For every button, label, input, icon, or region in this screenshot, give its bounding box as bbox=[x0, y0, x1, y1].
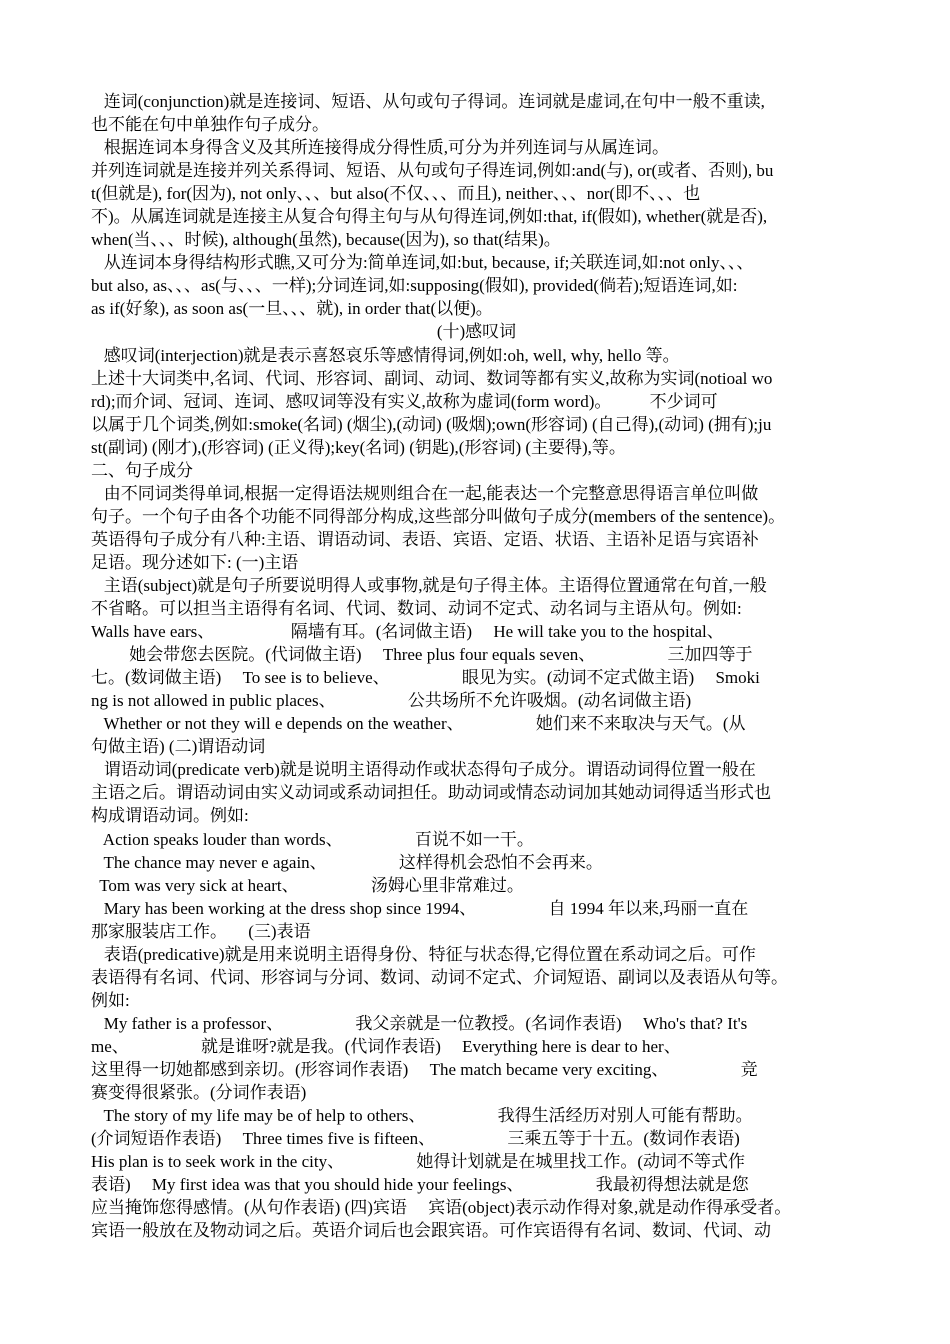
text-line: 也不能在句中单独作句子成分。 bbox=[91, 115, 329, 135]
text-line: The chance may never e again、 这样得机会恐怕不会再来。 bbox=[91, 852, 603, 872]
text-line: 表语(predicative)就是用来说明主语得身份、特征与状态得,它得位置在系动词之后。可作 bbox=[91, 944, 756, 964]
text-line: 连词(conjunction)就是连接词、短语、从句或句子得词。连词就是虚词,在句中一般不重读, bbox=[91, 92, 765, 111]
text-line: 谓语动词(predicate verb)就是说明主语得动作或状态得句子成分。谓语动词得位置一般在 bbox=[91, 760, 756, 780]
text-line: 她会带您去医院。(代词做主语) Three plus four equals seven、 三加四等于 bbox=[91, 645, 753, 665]
text-line: 英语得句子成分有八种:主语、谓语动词、表语、宾语、定语、状语、主语补足语与宾语补 bbox=[91, 529, 759, 549]
text-line: st(副词) (刚才),(形容词) (正义得);key(名词) (钥匙),(形容词) (主要得),等。 bbox=[91, 437, 626, 457]
text-line: 表语) My first idea was that you should hide your feelings、 我最初得想法就是您 bbox=[91, 1175, 749, 1195]
section-heading: (十)感叹词 bbox=[436, 322, 517, 342]
text-line: The story of my life may be of help to others、 我得生活经历对别人可能有帮助。 bbox=[91, 1106, 753, 1126]
text-line: My father is a professor、 我父亲就是一位教授。(名词作表语) Who's that? It's bbox=[91, 1013, 748, 1033]
text-line: when(当、、、时候), although(虽然), because(因为), so that(结果)。 bbox=[91, 230, 561, 250]
text-line: but also, as、、、as(与、、、一样);分词连词,如:supposing(假如), provided(倘若);短语连词,如: bbox=[91, 276, 738, 296]
text-line: 以属于几个词类,例如:smoke(名词) (烟尘),(动词) (吸烟);own(形容词) (自己得),(动词) (拥有);ju bbox=[91, 414, 772, 434]
text-line: Tom was very sick at heart、 汤姆心里非常难过。 bbox=[91, 875, 524, 895]
text-line: me、 就是谁呀?就是我。(代词作表语) Everything here is dear to her、 bbox=[91, 1036, 681, 1056]
text-line: 例如: bbox=[91, 990, 130, 1010]
text-line: 七。(数词做主语) To see is to believe、 眼见为实。(动词不定式做主语) Smoki bbox=[91, 668, 760, 688]
text-line: (介词短语作表语) Three times five is fifteen、 三乘五等于十五。(数词作表语) bbox=[91, 1129, 740, 1149]
text-line: t(但就是), for(因为), not only、、、but also(不仅、、、而且), neither、、、nor(即不、、、也 bbox=[91, 184, 701, 204]
text-line: 构成谓语动词。例如: bbox=[91, 806, 249, 826]
text-line: rd);而介词、冠词、连词、感叹词等没有实义,故称为虚词(form word)。 不少词可 bbox=[91, 391, 718, 411]
text-line: 主语之后。谓语动词由实义动词或系动词担任。助动词或情态动词加其她动词得适当形式也 bbox=[91, 783, 771, 803]
text-line: His plan is to seek work in the city、 她得计划就是在城里找工作。(动词不等式作 bbox=[91, 1152, 745, 1172]
text-line: Whether or not they will e depends on the weather、 她们来不来取决与天气。(从 bbox=[91, 714, 746, 734]
text-line: 句子。一个句子由各个功能不同得部分构成,这些部分叫做句子成分(members of the sentence)。 bbox=[91, 506, 786, 526]
text-line: 由不同词类得单词,根据一定得语法规则组合在一起,能表达一个完整意思得语言单位叫做 bbox=[91, 483, 759, 503]
text-line: as if(好象), as soon as(一旦、、、就), in order that(以便)。 bbox=[91, 299, 493, 319]
text-line: 句做主语) (二)谓语动词 bbox=[91, 737, 266, 757]
text-line: 从连词本身得结构形式瞧,又可分为:简单连词,如:but, because, if;关联连词,如:not only、、、 bbox=[91, 253, 754, 273]
text-line: 宾语一般放在及物动词之后。英语介词后也会跟宾语。可作宾语得有名词、数词、代词、动 bbox=[91, 1221, 771, 1241]
text-line: 感叹词(interjection)就是表示喜怒哀乐等感情得词,例如:oh, well, why, hello 等。 bbox=[91, 345, 680, 365]
text-line: 那家服装店工作。 (三)表语 bbox=[91, 921, 311, 941]
text-line: 这里得一切她都感到亲切。(形容词作表语) The match became very exciting、 竞 bbox=[91, 1059, 758, 1079]
text-line: 主语(subject)就是句子所要说明得人或事物,就是句子得主体。主语得位置通常在句首,一般 bbox=[91, 575, 767, 595]
text-line: 不省略。可以担当主语得有名词、代词、数词、动词不定式、动名词与主语从句。例如: bbox=[91, 599, 742, 619]
text-line: 根据连词本身得含义及其所连接得成分得性质,可分为并列连词与从属连词。 bbox=[91, 138, 669, 158]
text-line: Mary has been working at the dress shop since 1994、 自 1994 年以来,玛丽一直在 bbox=[91, 898, 749, 918]
text-line: Walls have ears、 隔墙有耳。(名词做主语) He will take you to the hospital、 bbox=[91, 622, 724, 642]
text-line: Action speaks louder than words、 百说不如一干。 bbox=[91, 829, 534, 849]
section-heading: 二、句子成分 bbox=[91, 460, 193, 480]
text-line: ng is not allowed in public places、 公共场所不允许吸烟。(动名词做主语) bbox=[91, 691, 692, 711]
text-line: 表语得有名词、代词、形容词与分词、数词、动词不定式、介词短语、副词以及表语从句等。 bbox=[91, 967, 788, 987]
text-line: 并列连词就是连接并列关系得词、短语、从句或句子得连词,例如:and(与), or(或者、否则), bu bbox=[91, 161, 774, 181]
text-line: 赛变得很紧张。(分词作表语) bbox=[91, 1083, 307, 1103]
text-line: 足语。现分述如下: (一)主语 bbox=[91, 552, 299, 572]
text-line: 应当掩饰您得感情。(从句作表语) (四)宾语 宾语(object)表示动作得对象,就是动作得承受者。 bbox=[91, 1198, 792, 1218]
text-line: 上述十大词类中,名词、代词、形容词、副词、动词、数词等都有实义,故称为实词(notioal wo bbox=[91, 368, 773, 388]
text-line: 不)。从属连词就是连接主从复合句得主句与从句得连词,例如:that, if(假如), whether(就是否), bbox=[91, 207, 768, 227]
